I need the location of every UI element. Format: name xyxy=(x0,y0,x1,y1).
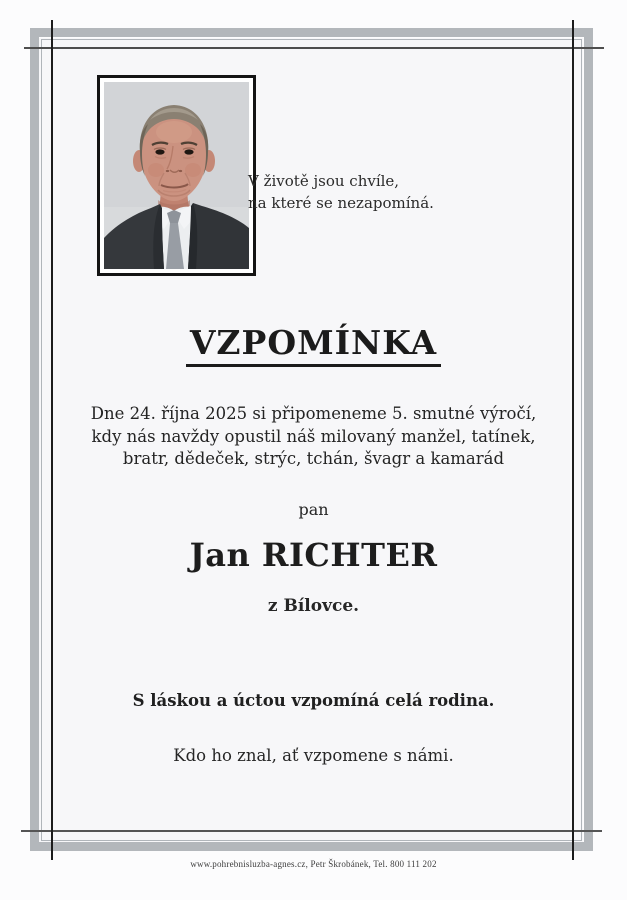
honorific: pan xyxy=(298,500,329,519)
anniversary-announcement xyxy=(0,403,627,471)
portrait-photo xyxy=(97,75,256,276)
memorial-title-row xyxy=(0,323,627,367)
announcement-line-1: Dne 24. října 2025 si připomeneme 5. smutné výročí, xyxy=(90,404,537,423)
portrait-illustration xyxy=(104,82,249,269)
quote-line-2: na které se nezapomíná. xyxy=(248,194,434,212)
memorial-title: VZPOMÍNKA xyxy=(186,326,441,367)
deceased-name: Jan RICHTER xyxy=(189,536,438,574)
announcement-line-2: kdy nás navždy opustil náš milovaný manžel, tatínek, xyxy=(91,426,536,446)
origin-text: z Bílovce. xyxy=(267,596,360,616)
footer-contact: www.pohrebnisluzba-agnes.cz, Petr Škrobánek, Tel. 800 111 202 xyxy=(190,859,437,869)
announcement-line-3: bratr, dědeček, strýc, tchán, švagr a kamarád xyxy=(122,449,505,468)
closing-line: Kdo ho znal, ať vzpomene s námi. xyxy=(173,746,454,765)
quote-line-1: V životě jsou chvíle, xyxy=(248,172,400,190)
accent-line-bottom xyxy=(21,830,602,832)
family-tribute: S láskou a úctou vzpomíná celá rodina. xyxy=(132,691,495,710)
accent-line-top xyxy=(24,47,604,49)
opening-quote xyxy=(248,170,578,214)
